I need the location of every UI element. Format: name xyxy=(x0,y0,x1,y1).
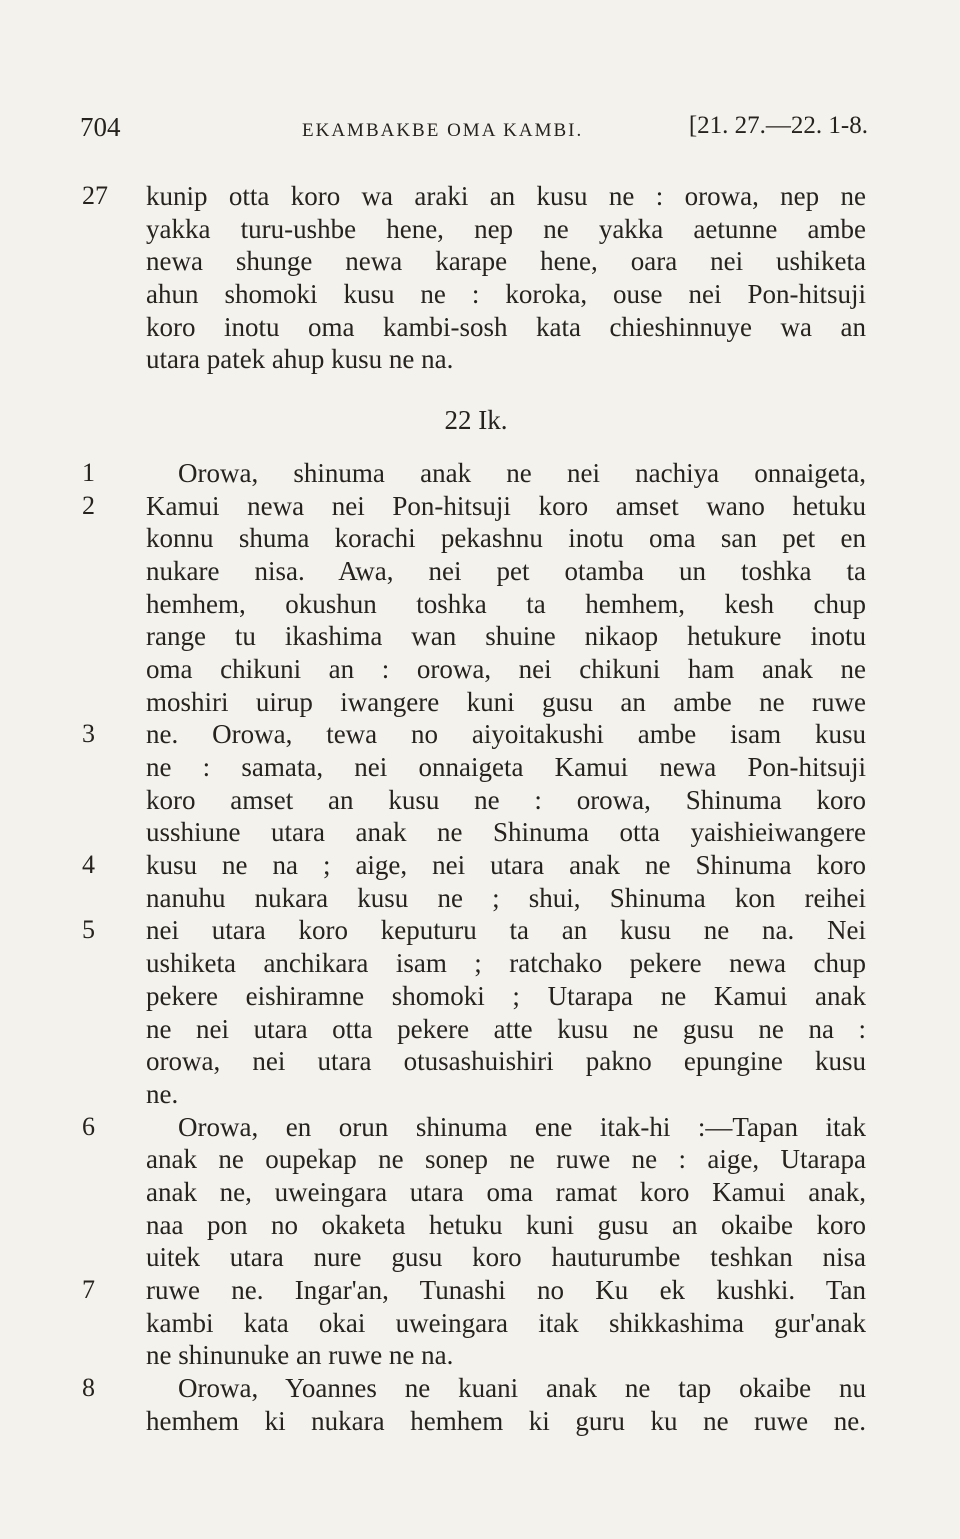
verse-number: 8 xyxy=(82,1373,95,1403)
line-text: Orowa, Yoannes ne kuani anak ne tap okaibe nu xyxy=(178,1373,866,1404)
text-line xyxy=(0,653,960,686)
line-text: ne nei utara otta pekere atte kusu ne gusu ne na : xyxy=(146,1013,866,1044)
text-line xyxy=(0,555,960,588)
text-line xyxy=(0,278,960,311)
line-text: konnu shuma korachi pekashnu inotu oma san pet en xyxy=(146,523,866,554)
line-text: uitek utara nure gusu koro hauturumbe teshkan nisa xyxy=(146,1242,866,1273)
line-gap xyxy=(0,437,960,457)
line-text: anak ne, uweingara utara oma ramat koro Kamui anak, xyxy=(146,1176,866,1207)
text-line xyxy=(0,1274,960,1307)
text-line xyxy=(0,784,960,817)
line-text: kunip otta koro wa araki an kusu ne : orowa, nep ne xyxy=(146,181,866,211)
text-line xyxy=(0,620,960,653)
line-text: utara patek ahup kusu ne na. xyxy=(146,344,454,375)
line-text: moshiri uirup iwangere kuni gusu an ambe ne ruwe xyxy=(146,686,866,717)
text-line xyxy=(0,1372,960,1405)
verse-number: 7 xyxy=(82,1275,95,1304)
text-line xyxy=(0,882,960,915)
line-text: nukare nisa. Awa, nei pet otamba un toshka ta xyxy=(146,555,866,586)
text-line xyxy=(0,1045,960,1078)
running-title: EKAMBAKBE OMA KAMBI. xyxy=(302,120,584,141)
line-text: range tu ikashima wan shuine nikaop hetukure inotu xyxy=(146,621,866,652)
text-body xyxy=(0,180,960,1437)
chapter-heading xyxy=(0,404,960,437)
text-line xyxy=(0,1078,960,1111)
text-line xyxy=(0,1405,960,1438)
line-text: koro inotu oma kambi-sosh kata chieshinnuye wa an xyxy=(146,311,866,342)
line-text: orowa, nei utara otusashuishiri pakno epungine kusu xyxy=(146,1046,866,1077)
text-line xyxy=(0,718,960,751)
text-line xyxy=(0,588,960,621)
line-text: Orowa, en orun shinuma ene itak-hi :—Tapan itak xyxy=(178,1111,866,1142)
text-line xyxy=(0,1176,960,1209)
line-text: ne shinunuke an ruwe ne na. xyxy=(146,1340,454,1371)
text-line xyxy=(0,180,960,213)
text-line xyxy=(0,849,960,882)
text-line xyxy=(0,522,960,555)
line-text: Orowa, shinuma anak ne nei nachiya onnaigeta, xyxy=(178,457,866,488)
verse-number: 5 xyxy=(82,915,95,945)
text-line xyxy=(0,311,960,344)
line-text: oma chikuni an : orowa, nei chikuni ham anak ne xyxy=(146,653,866,684)
text-line xyxy=(0,816,960,849)
text-line xyxy=(0,457,960,490)
text-line xyxy=(0,751,960,784)
line-text: nanuhu nukara kusu ne ; shui, Shinuma kon reihei xyxy=(146,882,866,913)
line-text: naa pon no okaketa hetuku kuni gusu an okaibe koro xyxy=(146,1209,866,1240)
text-line xyxy=(0,947,960,980)
line-text: ne. Orowa, tewa no aiyoitakushi ambe isam kusu xyxy=(146,719,866,750)
line-text: anak ne oupekap ne sonep ne ruwe ne : aige, Utarapa xyxy=(146,1144,866,1175)
text-line xyxy=(0,1143,960,1176)
line-text: ahun shomoki kusu ne : koroka, ouse nei Pon-hitsuji xyxy=(146,279,866,310)
verse-number: 6 xyxy=(82,1111,95,1141)
text-line xyxy=(0,490,960,523)
text-line xyxy=(0,1209,960,1242)
text-line xyxy=(0,914,960,947)
line-text: Kamui newa nei Pon-hitsuji koro amset wano hetuku xyxy=(146,490,866,521)
line-text: ne. xyxy=(146,1078,179,1109)
text-line xyxy=(0,1241,960,1274)
line-text: pekere eishiramne shomoki ; Utarapa ne Kamui anak xyxy=(146,980,866,1011)
verse-number: 1 xyxy=(82,457,95,487)
verse-number: 27 xyxy=(82,181,108,210)
line-text: kambi kata okai uweingara itak shikkashima gur'anak xyxy=(146,1307,866,1338)
line-text: 22 Ik. xyxy=(444,405,508,436)
line-gap xyxy=(0,376,960,404)
line-text: ushiketa anchikara isam ; ratchako pekere newa chup xyxy=(146,948,866,979)
page-header xyxy=(80,112,868,152)
line-text: ruwe ne. Ingar'an, Tunashi no Ku ek kushki. Tan xyxy=(146,1275,866,1305)
text-line xyxy=(0,213,960,246)
line-text: usshiune utara anak ne Shinuma otta yaishieiwangere xyxy=(146,817,866,848)
verse-number: 3 xyxy=(82,719,95,749)
line-text: hemhem ki nukara hemhem ki guru ku ne ruwe ne. xyxy=(146,1405,866,1436)
page-number: 704 xyxy=(80,112,121,142)
verse-number: 4 xyxy=(82,850,95,880)
line-text: newa shunge newa karape hene, oara nei ushiketa xyxy=(146,246,866,277)
text-line xyxy=(0,1111,960,1144)
text-line xyxy=(0,343,960,376)
text-line xyxy=(0,245,960,278)
line-text: kusu ne na ; aige, nei utara anak ne Shinuma koro xyxy=(146,850,866,881)
line-text: nei utara koro keputuru ta an kusu ne na. Nei xyxy=(146,915,866,946)
text-line xyxy=(0,1339,960,1372)
verse-number: 2 xyxy=(82,490,95,520)
text-line xyxy=(0,1013,960,1046)
chapter-reference: [21. 27.—22. 1-8. xyxy=(688,112,868,139)
text-line xyxy=(0,980,960,1013)
line-text: ne : samata, nei onnaigeta Kamui newa Pon-hitsuji xyxy=(146,752,866,782)
text-line xyxy=(0,1307,960,1340)
line-text: koro amset an kusu ne : orowa, Shinuma koro xyxy=(146,784,866,815)
line-text: yakka turu-ushbe hene, nep ne yakka aetunne ambe xyxy=(146,213,866,244)
text-line xyxy=(0,686,960,719)
line-text: hemhem, okushun toshka ta hemhem, kesh chup xyxy=(146,588,866,619)
